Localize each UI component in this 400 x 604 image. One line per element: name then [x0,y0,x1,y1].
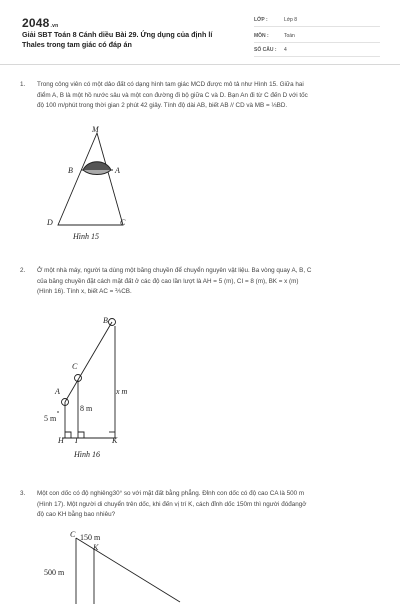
question-1 [20,80,390,114]
fig17-label-500m: 500 m [44,568,65,577]
fig17-label-C: C [70,530,76,539]
fig16-label-H: H [58,436,64,445]
question-number: 3. [20,490,26,497]
question-line: Trong công viên có một dảo đất có dạng hình tam giác MCD được mô tả như Hình 15. Giữa hai [37,81,304,88]
meta-subject-value: Toán [284,33,295,39]
document-title: Giải SBT Toán 8 Cánh diều Bài 29. Ứng dụng của định lí Thales trong tam giác có đáp án [22,30,213,49]
question-line: Ở một nhà máy, người ta dùng một băng chuyền để chuyển nguyên vật liệu. Ba vòng quay A, B, C [37,267,312,274]
fig17-label-K: K [93,543,99,552]
page-header [0,0,400,66]
question-2 [20,266,390,300]
question-3 [20,489,390,523]
fig15-label-C: C [120,218,126,227]
meta-grade-label: LỚP : [254,17,268,23]
fig16-label-I: I [75,436,78,445]
question-line: (Hình 17). Một người di chuyển trên dốc, khi đến vị trí K, cách đỉnh dốc 150m thì người đóđangở [37,500,307,508]
question-text [37,80,308,112]
fig16-label-A: A [55,387,60,396]
fig16-label-C: C [72,362,78,371]
meta-grade [254,14,380,27]
figure-16-diagram [50,312,140,442]
fig16-label-xm: x m [116,387,128,396]
question-line: (Hình 16). Tính x, biết AC = ⅖CB. [37,288,132,295]
question-text [37,489,306,521]
site-logo[interactable] [22,16,58,30]
question-text [37,266,311,298]
header-divider [0,64,400,65]
meta-count-value: 4 [284,47,287,53]
fig15-label-D: D [47,218,53,227]
fig15-label-M: M [92,125,99,134]
question-line: của băng chuyền đặt cách mặt đất ở các độ cao lần lượt là AH = 5 (m), CI = 8 (m), BK = x (m) [37,277,299,285]
meta-subject-label: MÔN : [254,33,269,39]
fig15-label-B: B [68,166,73,175]
meta-grade-value: Lớp 8 [284,17,298,23]
logo-suffix: .vn [50,23,59,29]
fig16-label-5m: 5 m [44,414,57,423]
figure-16-caption: Hình 16 [74,450,100,459]
question-number: 2. [20,267,26,274]
meta-count-label: SỐ CÂU : [254,47,277,53]
meta-subject [254,30,380,43]
fig16-label-K: K [112,436,118,445]
fig16-label-B: B [103,316,108,325]
fig15-label-A: A [115,166,120,175]
fig16-label-8m: 8 m [80,404,93,413]
meta-count [254,44,380,57]
logo-text: 2048 [22,16,50,30]
question-line: độ 100 m/phút trong thời gian 2 phút 42 giây. Tính độ dài AB, biết AB // CD và MB = ⅓BD. [37,102,288,109]
fig17-label-150m: 150 m [80,533,101,542]
question-line: độ cao KH bằng bao nhiêu? [37,511,116,518]
question-number: 1. [20,81,26,88]
figure-15-caption: Hình 15 [73,232,99,241]
question-line: điểm A, B là một hồ nước sâu và một con đường đi bộ giữa C và D. Bạn An đi từ C đến D với tốc [37,91,308,99]
figure-17-diagram [70,534,190,604]
question-line: Một con dốc có độ nghiêng30° so với mặt đất bằng phẳng. Đỉnh con dốc có độ cao CA là 500 m [37,490,305,497]
